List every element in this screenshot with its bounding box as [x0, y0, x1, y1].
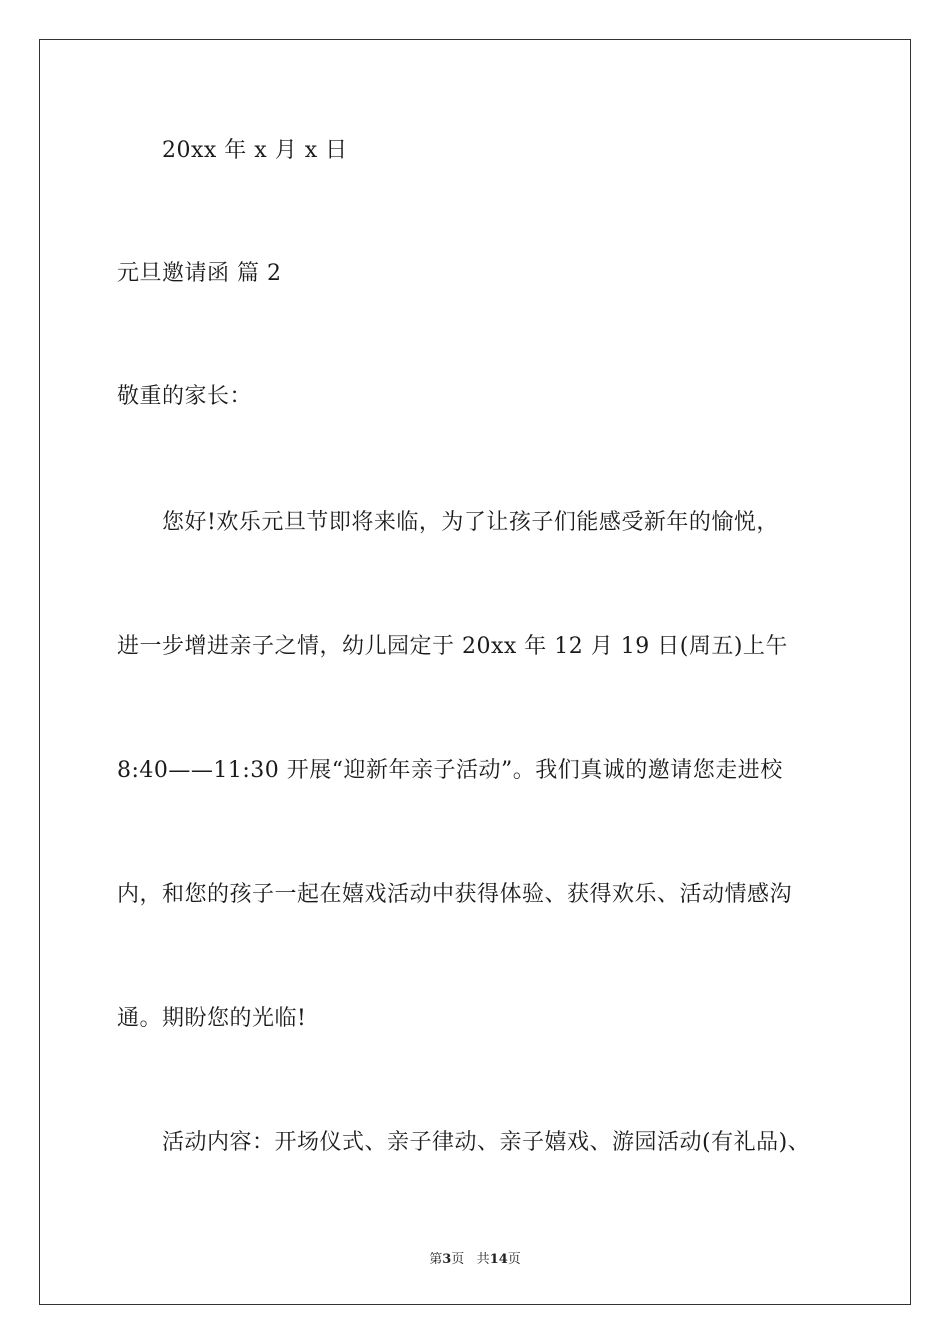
paragraph1-line3: 8:40——11:30 开展“迎新年亲子活动”。我们真诚的邀请您走进校	[117, 758, 783, 783]
paragraph1-line2: 进一步增进亲子之情，幼儿园定于 20xx 年 12 月 19 日(周五)上午	[117, 634, 788, 659]
paragraph1-line5: 通。期盼您的光临!	[117, 1006, 307, 1031]
footer-total-prefix: 共	[476, 1252, 490, 1267]
paragraph1-line4: 内，和您的孩子一起在嬉戏活动中获得体验、获得欢乐、活动情感沟	[117, 882, 793, 907]
footer-page-number: 3	[442, 1252, 452, 1267]
salutation: 敬重的家长：	[117, 384, 253, 409]
page-footer	[0, 1248, 950, 1267]
section-title: 元旦邀请函 篇 2	[117, 261, 282, 286]
footer-page-prefix: 第	[429, 1252, 443, 1267]
paragraph1-line1: 您好!欢乐元旦节即将来临，为了让孩子们能感受新年的愉悦，	[162, 510, 779, 535]
date-line: 20xx 年 x 月 x 日	[162, 138, 348, 163]
page-border	[39, 39, 911, 1305]
footer-page-suffix: 页	[451, 1252, 465, 1267]
paragraph2-line1: 活动内容：开场仪式、亲子律动、亲子嬉戏、游园活动(有礼品)、	[162, 1130, 811, 1155]
footer-total-suffix: 页	[507, 1252, 521, 1267]
footer-total-pages: 14	[489, 1252, 508, 1267]
